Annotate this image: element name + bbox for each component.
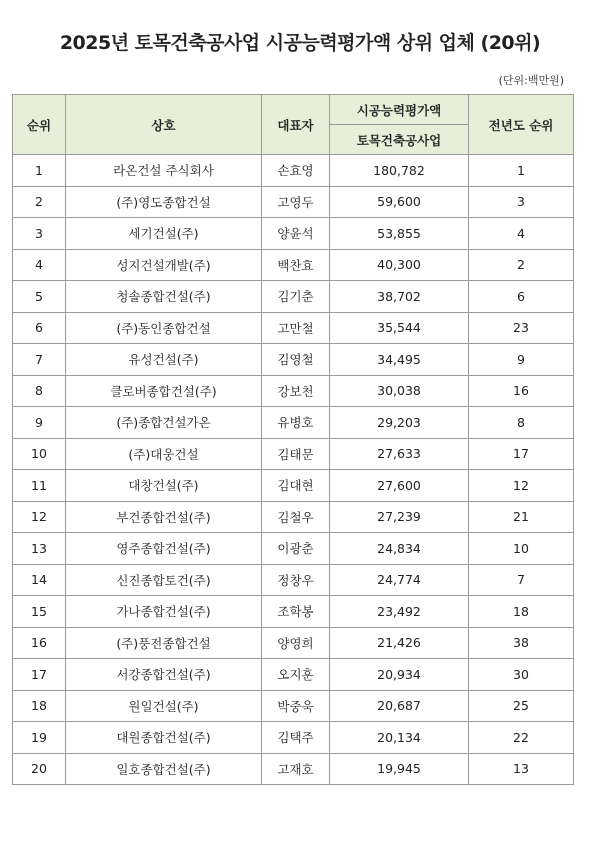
cell-company-name: 부건종합건설(주) <box>66 501 262 533</box>
cell-rank: 18 <box>13 690 66 722</box>
table-row <box>13 627 574 659</box>
cell-amount: 27,633 <box>330 438 469 470</box>
cell-amount: 29,203 <box>330 407 469 439</box>
header-rep: 대표자 <box>262 95 330 155</box>
cell-company-name: 라온건설 주식회사 <box>66 155 262 187</box>
cell-representative: 김철우 <box>262 501 330 533</box>
header-rank: 순위 <box>13 95 66 155</box>
cell-rank: 19 <box>13 722 66 754</box>
cell-rank: 9 <box>13 407 66 439</box>
cell-prev-rank: 3 <box>469 186 574 218</box>
table-row <box>13 470 574 502</box>
cell-rank: 8 <box>13 375 66 407</box>
cell-prev-rank: 17 <box>469 438 574 470</box>
cell-amount: 34,495 <box>330 344 469 376</box>
cell-prev-rank: 6 <box>469 281 574 313</box>
cell-representative: 이광춘 <box>262 533 330 565</box>
cell-amount: 20,134 <box>330 722 469 754</box>
cell-prev-rank: 10 <box>469 533 574 565</box>
cell-prev-rank: 8 <box>469 407 574 439</box>
table-header <box>13 95 574 155</box>
cell-prev-rank: 21 <box>469 501 574 533</box>
table-row <box>13 218 574 250</box>
table-row <box>13 753 574 785</box>
cell-representative: 유병호 <box>262 407 330 439</box>
cell-company-name: 청솔종합건설(주) <box>66 281 262 313</box>
cell-company-name: (주)종합건설가온 <box>66 407 262 439</box>
ranking-table <box>12 94 574 785</box>
cell-prev-rank: 2 <box>469 249 574 281</box>
header-name: 상호 <box>66 95 262 155</box>
page-title: 2025년 토목건축공사업 시공능력평가액 상위 업체 (20위) <box>59 32 541 54</box>
table-row <box>13 564 574 596</box>
table-row <box>13 501 574 533</box>
cell-company-name: 서강종합건설(주) <box>66 659 262 691</box>
table-row <box>13 249 574 281</box>
cell-amount: 30,038 <box>330 375 469 407</box>
cell-representative: 정창우 <box>262 564 330 596</box>
cell-rank: 7 <box>13 344 66 376</box>
cell-rank: 15 <box>13 596 66 628</box>
cell-rank: 14 <box>13 564 66 596</box>
cell-rank: 12 <box>13 501 66 533</box>
cell-representative: 고재호 <box>262 753 330 785</box>
cell-amount: 20,934 <box>330 659 469 691</box>
cell-prev-rank: 13 <box>469 753 574 785</box>
cell-company-name: (주)동인종합건설 <box>66 312 262 344</box>
cell-rank: 6 <box>13 312 66 344</box>
cell-prev-rank: 16 <box>469 375 574 407</box>
cell-company-name: 클로버종합건설(주) <box>66 375 262 407</box>
cell-representative: 김태문 <box>262 438 330 470</box>
cell-company-name: 영주종합건설(주) <box>66 533 262 565</box>
cell-rank: 13 <box>13 533 66 565</box>
table-row <box>13 155 574 187</box>
cell-amount: 180,782 <box>330 155 469 187</box>
header-amount-sub: 토목건축공사업 <box>330 125 469 155</box>
cell-rank: 3 <box>13 218 66 250</box>
cell-company-name: (주)풍전종합건설 <box>66 627 262 659</box>
cell-representative: 양윤석 <box>262 218 330 250</box>
cell-prev-rank: 9 <box>469 344 574 376</box>
cell-amount: 27,600 <box>330 470 469 502</box>
cell-company-name: 원일건설(주) <box>66 690 262 722</box>
cell-company-name: 대창건설(주) <box>66 470 262 502</box>
cell-rank: 4 <box>13 249 66 281</box>
cell-amount: 24,834 <box>330 533 469 565</box>
cell-representative: 김대현 <box>262 470 330 502</box>
cell-rank: 11 <box>13 470 66 502</box>
table-row <box>13 533 574 565</box>
cell-prev-rank: 12 <box>469 470 574 502</box>
table-row <box>13 722 574 754</box>
cell-amount: 38,702 <box>330 281 469 313</box>
cell-amount: 19,945 <box>330 753 469 785</box>
cell-amount: 53,855 <box>330 218 469 250</box>
cell-prev-rank: 1 <box>469 155 574 187</box>
cell-representative: 고영두 <box>262 186 330 218</box>
cell-representative: 손효영 <box>262 155 330 187</box>
cell-representative: 양영희 <box>262 627 330 659</box>
cell-prev-rank: 7 <box>469 564 574 596</box>
cell-prev-rank: 38 <box>469 627 574 659</box>
unit-note: (단위:백만원) <box>498 74 564 87</box>
header-prev-rank: 전년도 순위 <box>469 95 574 155</box>
cell-amount: 27,239 <box>330 501 469 533</box>
cell-rank: 16 <box>13 627 66 659</box>
cell-amount: 21,426 <box>330 627 469 659</box>
cell-representative: 박중욱 <box>262 690 330 722</box>
cell-representative: 김기춘 <box>262 281 330 313</box>
table-row <box>13 438 574 470</box>
cell-amount: 59,600 <box>330 186 469 218</box>
cell-representative: 오지훈 <box>262 659 330 691</box>
cell-representative: 조학봉 <box>262 596 330 628</box>
cell-rank: 1 <box>13 155 66 187</box>
cell-representative: 김택주 <box>262 722 330 754</box>
table-row <box>13 281 574 313</box>
table-row <box>13 375 574 407</box>
table-row <box>13 344 574 376</box>
cell-company-name: 일호종합건설(주) <box>66 753 262 785</box>
cell-representative: 백찬효 <box>262 249 330 281</box>
table-row <box>13 690 574 722</box>
table-row <box>13 659 574 691</box>
cell-company-name: 신진종합토건(주) <box>66 564 262 596</box>
cell-amount: 24,774 <box>330 564 469 596</box>
cell-rank: 17 <box>13 659 66 691</box>
cell-amount: 20,687 <box>330 690 469 722</box>
cell-company-name: (주)영도종합건설 <box>66 186 262 218</box>
cell-prev-rank: 30 <box>469 659 574 691</box>
cell-company-name: 성지건설개발(주) <box>66 249 262 281</box>
table-row <box>13 312 574 344</box>
cell-prev-rank: 22 <box>469 722 574 754</box>
table-body <box>13 155 574 785</box>
cell-company-name: 대원종합건설(주) <box>66 722 262 754</box>
table-row <box>13 407 574 439</box>
table-row <box>13 596 574 628</box>
cell-company-name: 세기건설(주) <box>66 218 262 250</box>
cell-company-name: 가나종합건설(주) <box>66 596 262 628</box>
cell-amount: 35,544 <box>330 312 469 344</box>
cell-representative: 강보천 <box>262 375 330 407</box>
cell-rank: 20 <box>13 753 66 785</box>
cell-representative: 고만철 <box>262 312 330 344</box>
cell-amount: 23,492 <box>330 596 469 628</box>
cell-rank: 10 <box>13 438 66 470</box>
cell-company-name: (주)대웅건설 <box>66 438 262 470</box>
header-amount-group: 시공능력평가액 <box>330 95 469 125</box>
cell-prev-rank: 23 <box>469 312 574 344</box>
cell-representative: 김영철 <box>262 344 330 376</box>
cell-prev-rank: 18 <box>469 596 574 628</box>
cell-amount: 40,300 <box>330 249 469 281</box>
cell-company-name: 유성건설(주) <box>66 344 262 376</box>
cell-prev-rank: 4 <box>469 218 574 250</box>
table-row <box>13 186 574 218</box>
cell-rank: 5 <box>13 281 66 313</box>
cell-prev-rank: 25 <box>469 690 574 722</box>
cell-rank: 2 <box>13 186 66 218</box>
